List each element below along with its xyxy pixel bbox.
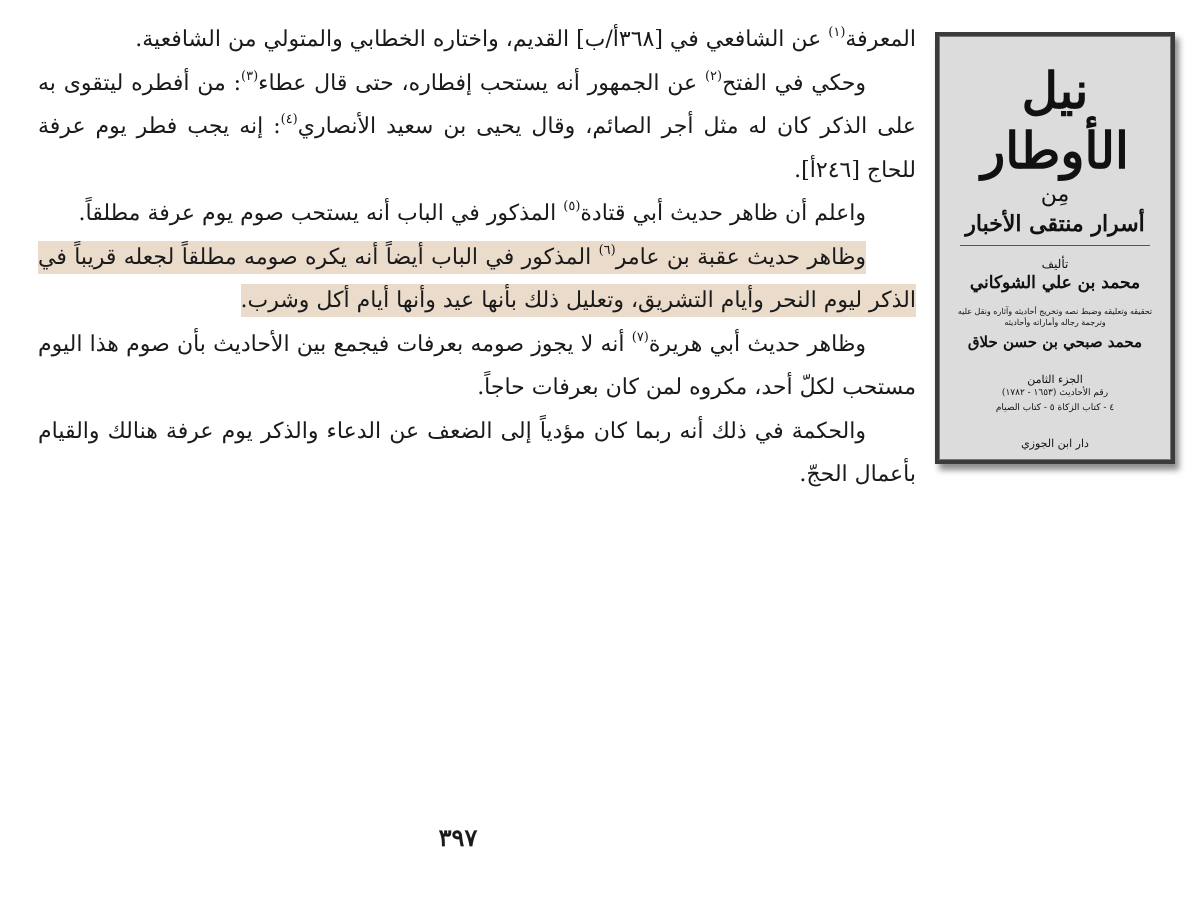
text-run: وظاهر حديث أبي هريرة <box>648 331 866 357</box>
footnote-marker: (٧) <box>631 329 649 345</box>
document-page <box>38 18 916 497</box>
footnote-marker: (١) <box>828 25 846 40</box>
cover-editorial-note: تحقيقه وتعليقه وضبط نصه وتخريج أحاديثه وآثاره ونقل عليه وترجمة رجاله وأماراته وأحاديثه <box>957 307 1153 327</box>
text-run: عن الجمهور أنه يستحب إفطاره، حتى قال عطاء <box>258 70 705 96</box>
footnote-marker: (٤) <box>280 112 298 127</box>
page-number: ٣٩٧ <box>438 823 478 852</box>
cover-author-label: تأليف <box>1041 257 1069 271</box>
text-run: واعلم أن ظاهر حديث أبي قتادة <box>580 201 866 226</box>
cover-divider <box>960 245 1150 246</box>
text-run: أنه لا يجوز صومه بعرفات فيجمع بين الأحاديث بأن صوم هذا اليوم مستحب لكلّ أحد، مكروه لمن كان بعرفات حاجاً. <box>38 331 916 400</box>
book-cover-face <box>939 36 1171 460</box>
paragraph <box>38 62 916 193</box>
paragraph <box>38 236 916 323</box>
footnote-marker: (٣) <box>241 68 259 84</box>
paragraph <box>38 410 916 497</box>
footnote-marker: (٢) <box>704 68 723 84</box>
cover-title: نيل الأوطار <box>981 61 1129 180</box>
text-run: المذكور في الباب أنه يستحب صوم يوم عرفة مطلقاً. <box>78 201 564 226</box>
highlighted-passage <box>38 241 916 318</box>
cover-publisher: دار ابن الجوزي <box>1021 437 1089 450</box>
paragraph <box>38 192 916 236</box>
text-run: وظاهر حديث عقبة بن عامر <box>615 244 866 270</box>
text-run: المذكور في الباب أيضاً أنه يكره صومه مطلقاً لجعله قريباً في الذكر ليوم النحر وأيام التشريق، وتعليل ذلك بأنها عيد وأنها أيام أكل وشرب. <box>38 244 916 313</box>
book-cover <box>935 32 1175 464</box>
paragraph <box>38 323 916 410</box>
text-run: عن الشافعي في [٣٦٨أ/ب] القديم، واختاره الخطابي والمتولي من الشافعية. <box>135 27 829 52</box>
text-run: : إنه يجب فطر يوم عرفة للحاج [٢٤٦أ]. <box>38 114 916 183</box>
paragraph <box>38 18 916 62</box>
cover-editor: محمد صبحي بن حسن حلاق <box>967 333 1143 351</box>
paragraphs-container <box>38 18 916 497</box>
cover-hadith-range: رقم الأحاديث (١٦٥٣ - ١٧٨٢) <box>1001 388 1109 398</box>
text-run: : من أفطره ليتقوى به على الذكر كان له مثل أجر الصائم، وقال يحيى بن سعيد الأنصاري <box>38 70 916 139</box>
text-run: المعرفة <box>845 27 916 52</box>
cover-from: مِن <box>1040 182 1070 207</box>
text-run: وحكي في الفتح <box>722 70 866 96</box>
text-run: والحكمة في ذلك أنه ربما كان مؤدياً إلى الضعف عن الدعاء والذكر يوم عرفة هنالك والقيام بأعمال الحجّ. <box>38 418 916 487</box>
footnote-marker: (٥) <box>563 199 581 214</box>
footnote-marker: (٦) <box>598 242 616 258</box>
cover-subtitle: أسرار منتقى الأخبار <box>965 211 1145 237</box>
cover-volume: الجزء الثامن <box>1027 373 1083 386</box>
cover-books: ٤ - كتاب الزكاة ٥ - كتاب الصيام <box>995 403 1115 413</box>
cover-author: محمد بن علي الشوكاني <box>969 273 1141 293</box>
